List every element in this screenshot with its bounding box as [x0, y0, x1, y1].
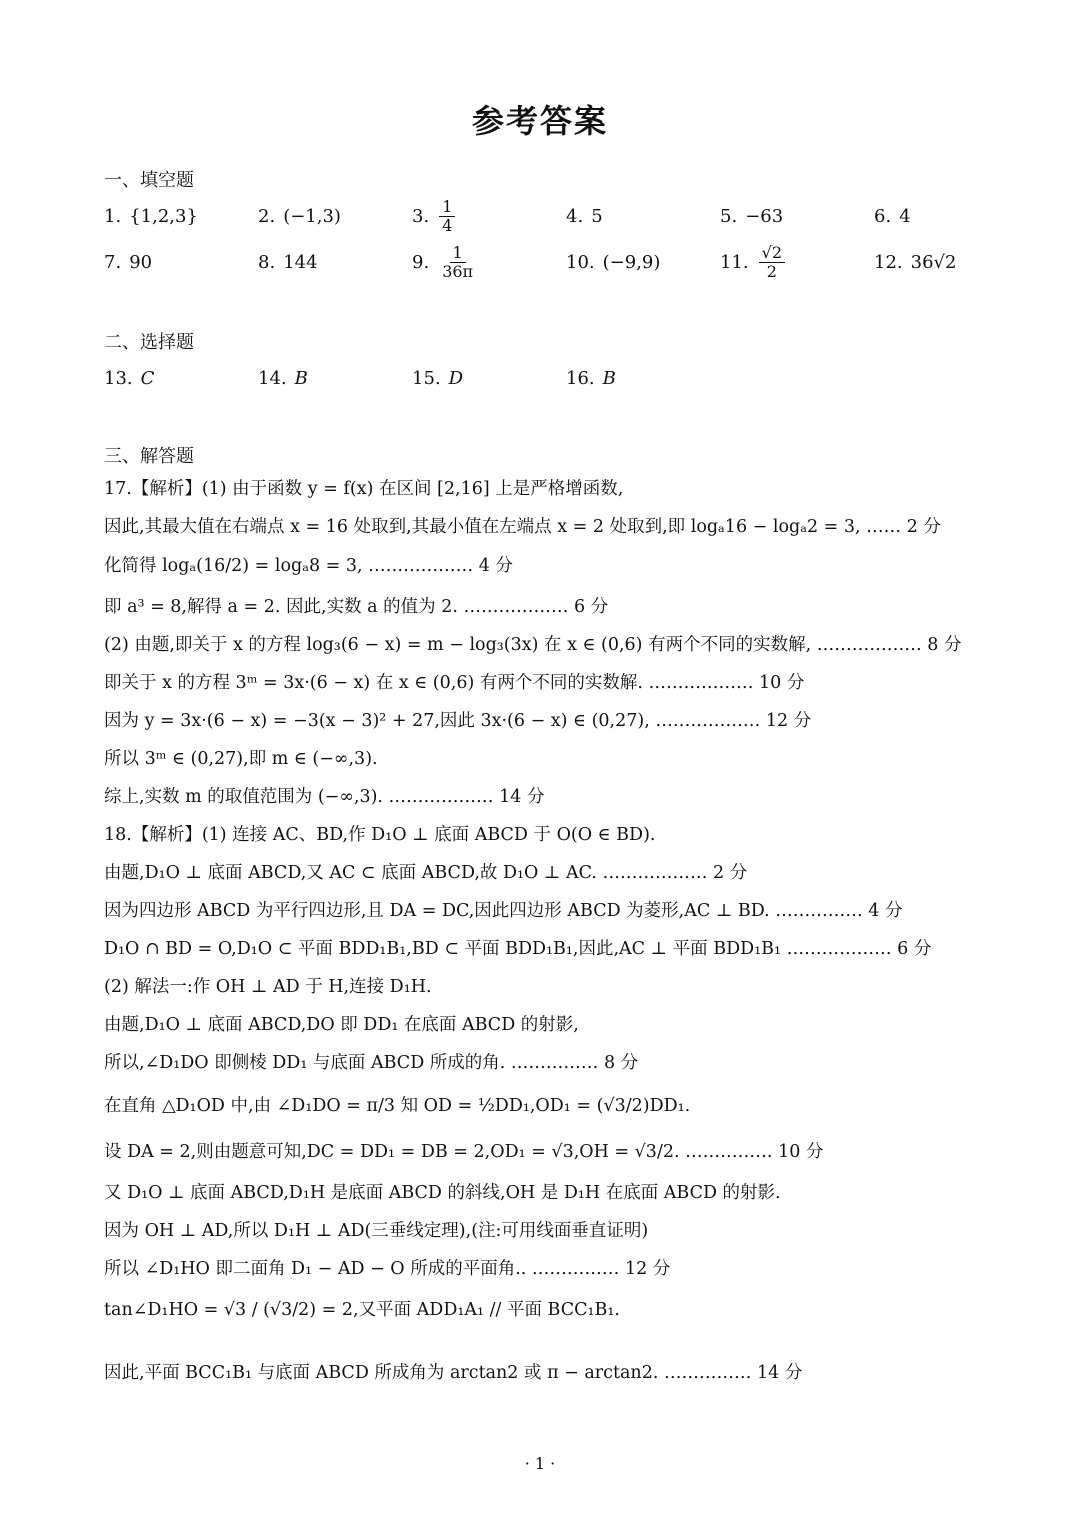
answer-number: 14. [258, 367, 287, 389]
choice-answer-13 [104, 358, 154, 398]
fraction-numerator: 1 [450, 244, 466, 263]
answer-value: (−9,9) [602, 251, 661, 273]
answer-number: 16. [566, 367, 595, 389]
answer-number: 15. [412, 367, 441, 389]
solution-line: 18.【解析】(1) 连接 AC、BD,作 D₁O ⊥ 底面 ABCD 于 O(O ∈ BD). [104, 825, 656, 845]
answer-number: 6. [874, 205, 892, 227]
fraction [439, 244, 476, 281]
fraction-numerator: 1 [439, 198, 455, 217]
answer-number: 8. [258, 251, 276, 273]
solution-line: 设 DA = 2,则由题意可知,DC = DD₁ = DB = 2,OD₁ = √3,OH = √3/2. …………… 10 分 [104, 1142, 824, 1162]
fill-answer-11 [720, 242, 787, 282]
solution-line: 化简得 logₐ(16/2) = logₐ8 = 3, ……………… 4 分 [104, 556, 513, 576]
fraction-denominator: 4 [442, 215, 453, 235]
answer-value: 36√2 [910, 251, 957, 273]
solution-line: 所以 ∠D₁HO 即二面角 D₁ − AD − O 所成的平面角.. …………… 12 分 [104, 1259, 671, 1279]
solution-line: 所以 3ᵐ ∈ (0,27),即 m ∈ (−∞,3). [104, 749, 378, 769]
fill-answer-7 [104, 242, 152, 282]
solution-line: tan∠D₁HO = √3 / (√3/2) = 2,又平面 ADD₁A₁ // 平面 BCC₁B₁. [104, 1300, 620, 1320]
answer-value: (−1,3) [283, 205, 341, 227]
answer-value: B [602, 367, 616, 389]
solution-line: D₁O ∩ BD = O,D₁O ⊂ 平面 BDD₁B₁,BD ⊂ 平面 BDD₁B₁,因此,AC ⊥ 平面 BDD₁B₁ ……………… 6 分 [104, 939, 932, 959]
page-number: · 1 · [524, 1454, 556, 1473]
answer-number: 10. [566, 251, 595, 273]
answer-number: 1. [104, 205, 122, 227]
section-fill-heading: 一、填空题 [104, 170, 194, 191]
choice-answer-15 [412, 358, 463, 398]
solution-line: (2) 解法一:作 OH ⊥ AD 于 H,连接 D₁H. [104, 977, 432, 997]
section-choice-heading: 二、选择题 [104, 332, 194, 353]
answer-number: 4. [566, 205, 584, 227]
answer-number: 2. [258, 205, 276, 227]
choice-answer-14 [258, 358, 308, 398]
solution-line: 因为四边形 ABCD 为平行四边形,且 DA = DC,因此四边形 ABCD 为菱形,AC ⊥ BD. …………… 4 分 [104, 901, 903, 921]
solution-line: (2) 由题,即关于 x 的方程 log₃(6 − x) = m − log₃(3x) 在 x ∈ (0,6) 有两个不同的实数解, ……………… 8 分 [104, 635, 962, 655]
solution-line: 即 a³ = 8,解得 a = 2. 因此,实数 a 的值为 2. ……………… 6 分 [104, 597, 609, 617]
solution-line: 又 D₁O ⊥ 底面 ABCD,D₁H 是底面 ABCD 的斜线,OH 是 D₁H 在底面 ABCD 的射影. [104, 1183, 781, 1203]
page-title: 参考答案 [471, 102, 608, 140]
solution-line: 因为 OH ⊥ AD,所以 D₁H ⊥ AD(三垂线定理),(注:可用线面垂直证明) [104, 1221, 649, 1241]
fill-answer-1 [104, 196, 198, 236]
solution-line: 因此,平面 BCC₁B₁ 与底面 ABCD 所成角为 arctan2 或 π − arctan2. …………… 14 分 [104, 1363, 803, 1383]
fraction-denominator: 36π [442, 261, 474, 281]
fill-answer-10 [566, 242, 660, 282]
solution-line: 因为 y = 3x·(6 − x) = −3(x − 3)² + 27,因此 3x·(6 − x) ∈ (0,27), ……………… 12 分 [104, 711, 812, 731]
fill-answer-2 [258, 196, 341, 236]
choice-row [104, 358, 1004, 398]
choice-answer-16 [566, 358, 616, 398]
fraction-denominator: 2 [766, 261, 777, 281]
fraction [439, 198, 455, 235]
fill-answer-5 [720, 196, 783, 236]
answer-value: 4 [899, 205, 911, 227]
answer-number: 7. [104, 251, 122, 273]
answer-value: C [140, 367, 155, 389]
fraction [759, 244, 785, 281]
fill-row-2 [104, 242, 1004, 282]
solution-line: 即关于 x 的方程 3ᵐ = 3x·(6 − x) 在 x ∈ (0,6) 有两个不同的实数解. ……………… 10 分 [104, 673, 805, 693]
answer-value: 144 [283, 251, 318, 273]
solution-line: 由题,D₁O ⊥ 底面 ABCD,又 AC ⊂ 底面 ABCD,故 D₁O ⊥ AC. ……………… 2 分 [104, 863, 748, 883]
answer-number: 5. [720, 205, 738, 227]
solution-line: 在直角 △D₁OD 中,由 ∠D₁DO = π/3 知 OD = ½DD₁,OD₁ = (√3/2)DD₁. [104, 1096, 691, 1116]
answer-number: 12. [874, 251, 903, 273]
answer-value: 90 [129, 251, 153, 273]
answer-number: 3. [412, 205, 430, 227]
fill-answer-8 [258, 242, 318, 282]
section-solve-heading: 三、解答题 [104, 446, 194, 467]
fill-answer-6 [874, 196, 911, 236]
answer-number: 11. [720, 251, 749, 273]
fill-answer-12 [874, 242, 956, 282]
solution-line: 由题,D₁O ⊥ 底面 ABCD,DO 即 DD₁ 在底面 ABCD 的射影, [104, 1015, 579, 1035]
fill-answer-3 [412, 196, 457, 236]
solution-line: 17.【解析】(1) 由于函数 y = f(x) 在区间 [2,16] 上是严格增函数, [104, 479, 624, 499]
answer-number: 13. [104, 367, 133, 389]
solution-line: 综上,实数 m 的取值范围为 (−∞,3). ……………… 14 分 [104, 787, 545, 807]
answer-value: {1,2,3} [129, 205, 198, 227]
answer-value: D [448, 367, 464, 389]
fraction-numerator: √2 [759, 244, 785, 263]
answer-value: B [294, 367, 308, 389]
solution-line: 所以,∠D₁DO 即侧棱 DD₁ 与底面 ABCD 所成的角. …………… 8 分 [104, 1053, 639, 1073]
answer-number: 9. [412, 251, 430, 273]
fill-row-1 [104, 196, 1004, 236]
fill-answer-9 [412, 242, 478, 282]
answer-value: 5 [591, 205, 603, 227]
answer-value: −63 [745, 205, 784, 227]
fill-answer-4 [566, 196, 603, 236]
solution-line: 因此,其最大值在右端点 x = 16 处取到,其最小值在左端点 x = 2 处取到,即 logₐ16 − logₐ2 = 3, …… 2 分 [104, 517, 941, 537]
